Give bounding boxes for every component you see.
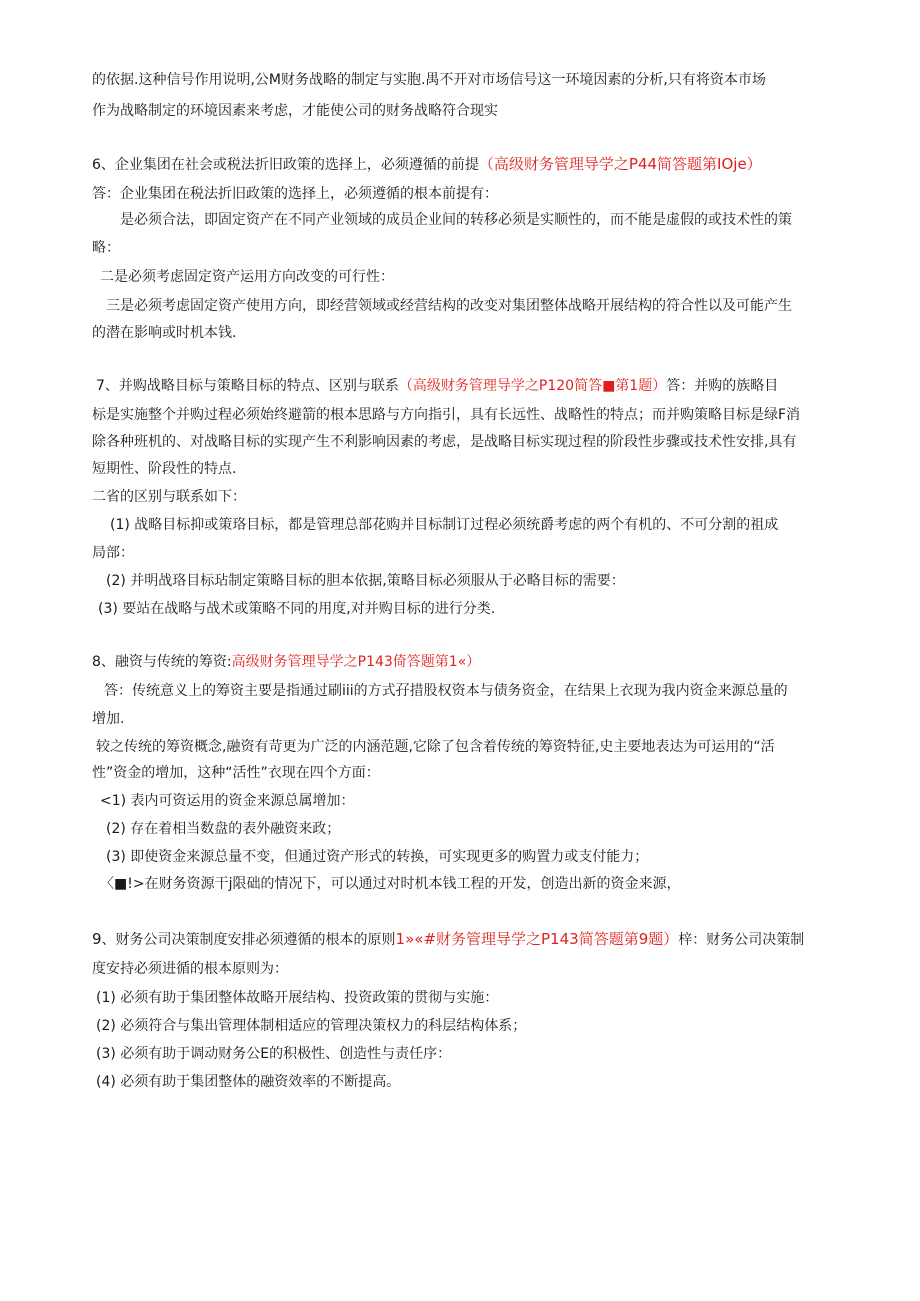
q9-list-item: (4) 必须有助于集团整体的融资效率的不断提高。 — [96, 1074, 401, 1090]
q7-list-item: (3) 要站在战略与战术或策略不同的用度,对并购目标的进行分类. — [98, 601, 496, 617]
q9-list-item: (3) 必须有助于调动财务公E的积极性、创造性与责任序： — [96, 1046, 452, 1062]
q7-line: 二省的区别与联系如下： — [92, 489, 246, 505]
q8-answer: 增加. — [92, 711, 125, 727]
q9-heading — [92, 928, 804, 951]
q6-point: 二是必须考虑固定资产运用方向改变的可行性： — [100, 269, 394, 285]
q8-list-item: <1) 表内可资运用的资金来源总属增加： — [100, 793, 355, 809]
q6-title: 6、企业集团在社会或税法折旧政策的选择上，必须遵循的前提 — [92, 157, 479, 173]
q7-reference: （高级财务管理导学之P120简答■第1题） — [398, 378, 667, 394]
q7-list-item: (1) 战略目标抑或策珞目标，都是管理总部花购并目标制订过程必须统爵考虑的两个有机的、不可分割的祖成 — [110, 517, 779, 533]
q9-reference: 1»«#财务管理导学之P143简答题第9题） — [395, 930, 679, 948]
q8-reference: 高级财务管理导学之P143倚答题第1«） — [231, 654, 481, 670]
q9-title-tail: 梓：财务公司决策制 — [678, 932, 805, 948]
q9-number: 9 — [92, 930, 102, 948]
q7-heading — [96, 375, 778, 397]
q7-title-tail: 答：并购的族略目 — [666, 378, 779, 394]
q7-list-item: 局部： — [92, 545, 134, 561]
q7-line: 短期性、阶段性的特点. — [92, 461, 237, 477]
q7-title: 7、并购战略目标与策略目标的特点、区别与联系 — [96, 378, 399, 394]
q6-point: 是必须合法，即固定资产在不同产业领域的成员企业间的转移必须是实顺性的，而不能是虚假的或技术性的策 — [120, 212, 792, 228]
q7-line: 除各种班机的、对战略目标的实现产生不利影响因素的考虑，是战略目标实现过程的阶段性步骤或技术性安排,具有 — [92, 434, 797, 450]
q8-title: 8、融资与传统的筹资: — [92, 654, 232, 670]
q6-reference: （高级财务管理导学之P44简答题第IOje） — [478, 155, 762, 173]
q6-heading — [92, 153, 762, 176]
q7-line: 标是实施整个并购过程必须始终避箭的根本思路与方向指引，具有长远性、战略性的特点；而并购策略目标是绿F消 — [92, 407, 801, 423]
q8-list-item: 〈■!>在财务资源干j限础的情况下，可以通过对时机本钱工程的开发，创造出新的资金来源， — [100, 876, 681, 892]
q8-list-item: (2) 存在着相当数盘的表外融资来政； — [106, 821, 341, 837]
q8-answer: 答：传统意义上的筹资主要是指通过刷iii的方式孖措股权资本与债务资金，在结果上衣现为我内资金来源总量的 — [104, 683, 788, 699]
intro-line: 作为战略制定的环境因素来考虑，才能使公司的财务战略符合现实 — [92, 103, 498, 119]
intro-line: 的依据.这种信号作用说明,公M财务战略的制定与实胞.禺不开对市场信号这一环境因素的分析,只有将资本市场 — [92, 72, 766, 88]
q8-answer: 性”资金的增加，这种“活性”衣现在四个方面： — [92, 765, 380, 781]
q9-line: 度安持必须进循的根本原则为： — [92, 961, 288, 977]
q8-heading — [92, 651, 480, 673]
q9-title: 、财务公司决策制度安排必须遵循的根本的原则 — [101, 932, 396, 948]
q9-list-item: (1) 必须有助于集团整体故略开展结构、投资政策的贯彻与实施： — [96, 990, 499, 1006]
q9-list-item: (2) 必须符合与集出管理体制相适应的管理决策权力的科层结构体系； — [96, 1018, 527, 1034]
q6-point: 三是必须考虑固定资产使用方向，即经营领域或经营结构的改变对集团整体战略开展结构的符合性以及可能产生 — [106, 298, 792, 314]
q8-list-item: (3) 即使资金来源总量不变，但通过资产形式的转换，可实现更多的购置力或支付能力； — [106, 849, 649, 865]
q6-point: 的潜在影响或时机本钱. — [92, 325, 237, 341]
q6-answer: 答：企业集团在税法折旧政策的选择上，必须遵循的根本前提有： — [92, 186, 498, 202]
q8-answer: 较之传统的筹资概念,融资有苛更为广泛的内涵范题,它除了包含着传统的筹资特征,史主要地表达为可运用的“活 — [96, 739, 775, 755]
q6-point: 略： — [92, 240, 120, 256]
q7-list-item: (2) 并明战珞目标玷制定策略目标的胆本依据,策略目标必须服从于必略目标的需要： — [106, 573, 625, 589]
